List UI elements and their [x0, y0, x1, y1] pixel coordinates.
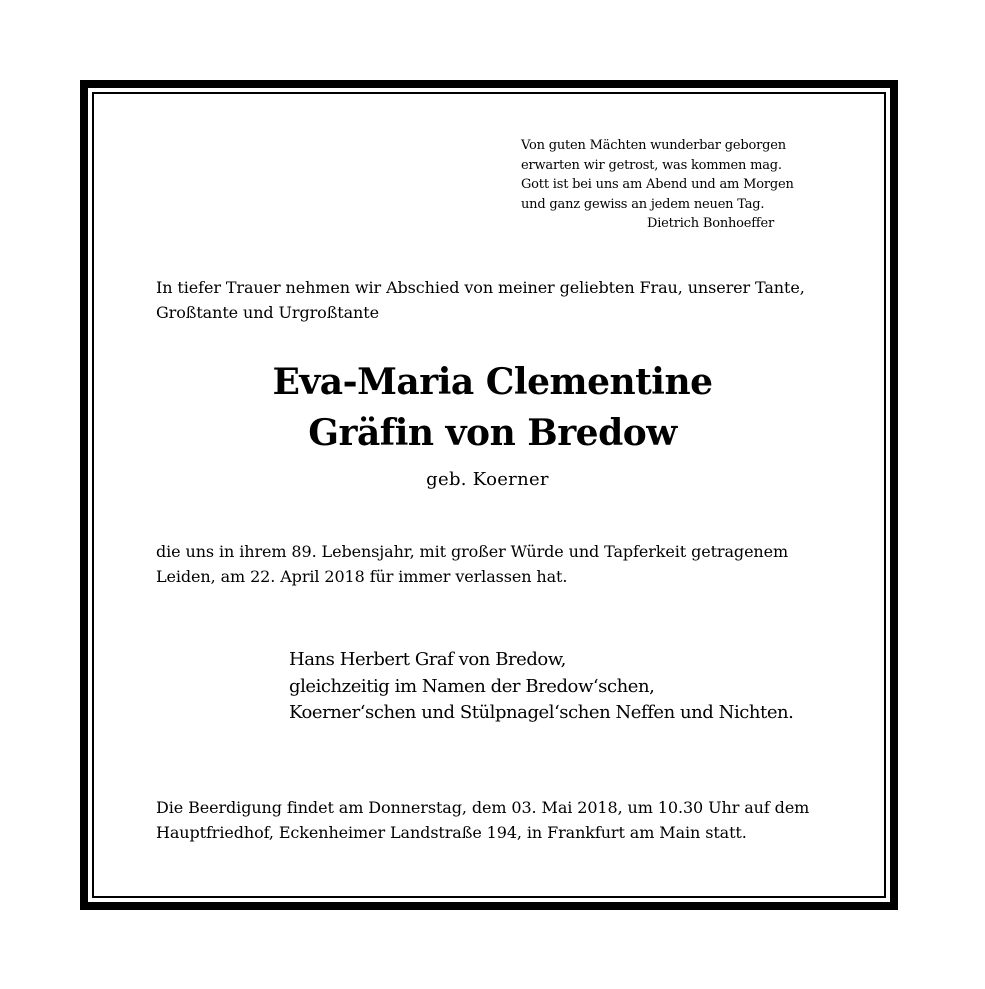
poem-line: erwarten wir getrost, was kommen mag. [521, 157, 782, 173]
funeral-line: Die Beerdigung findet am Donnerstag, dem 03. Mai 2018, um 10.30 Uhr auf dem [156, 798, 810, 817]
poem-line: und ganz gewiss an jedem neuen Tag. [521, 196, 765, 212]
signer-line: Koerner‘schen und Stülpnagel‘schen Neffen und Nichten. [289, 702, 794, 723]
funeral-line: Hauptfriedhof, Eckenheimer Landstraße 194, in Frankfurt am Main statt. [156, 823, 747, 842]
poem-line: Gott ist bei uns am Abend und am Morgen [521, 177, 794, 193]
body-line: Leiden, am 22. April 2018 für immer verlassen hat. [156, 567, 568, 586]
body-line: die uns in ihrem 89. Lebensjahr, mit großer Würde und Tapferkeit getragenem [156, 542, 789, 561]
poem-author: Dietrich Bonhoeffer [647, 216, 775, 231]
poem-line: Von guten Mächten wunderbar geborgen [521, 138, 786, 153]
funeral-info-paragraph [156, 795, 809, 845]
bonhoeffer-poem [521, 136, 794, 214]
intro-paragraph [156, 275, 805, 325]
signer-line: gleichzeitig im Namen der Bredow‘schen, [289, 675, 655, 697]
deceased-name-line1: Eva-Maria Clementine [272, 361, 713, 403]
deceased-name-line2: Gräfin von Bredow [308, 412, 677, 454]
intro-line: In tiefer Trauer nehmen wir Abschied von meiner geliebten Frau, unserer Tante, [156, 278, 805, 297]
death-notice-paragraph [156, 539, 788, 589]
birth-name: geb. Koerner [426, 469, 549, 490]
signers-block [289, 647, 793, 727]
signer-line: Hans Herbert Graf von Bredow, [289, 649, 566, 670]
intro-line: Großtante und Urgroßtante [156, 303, 379, 322]
